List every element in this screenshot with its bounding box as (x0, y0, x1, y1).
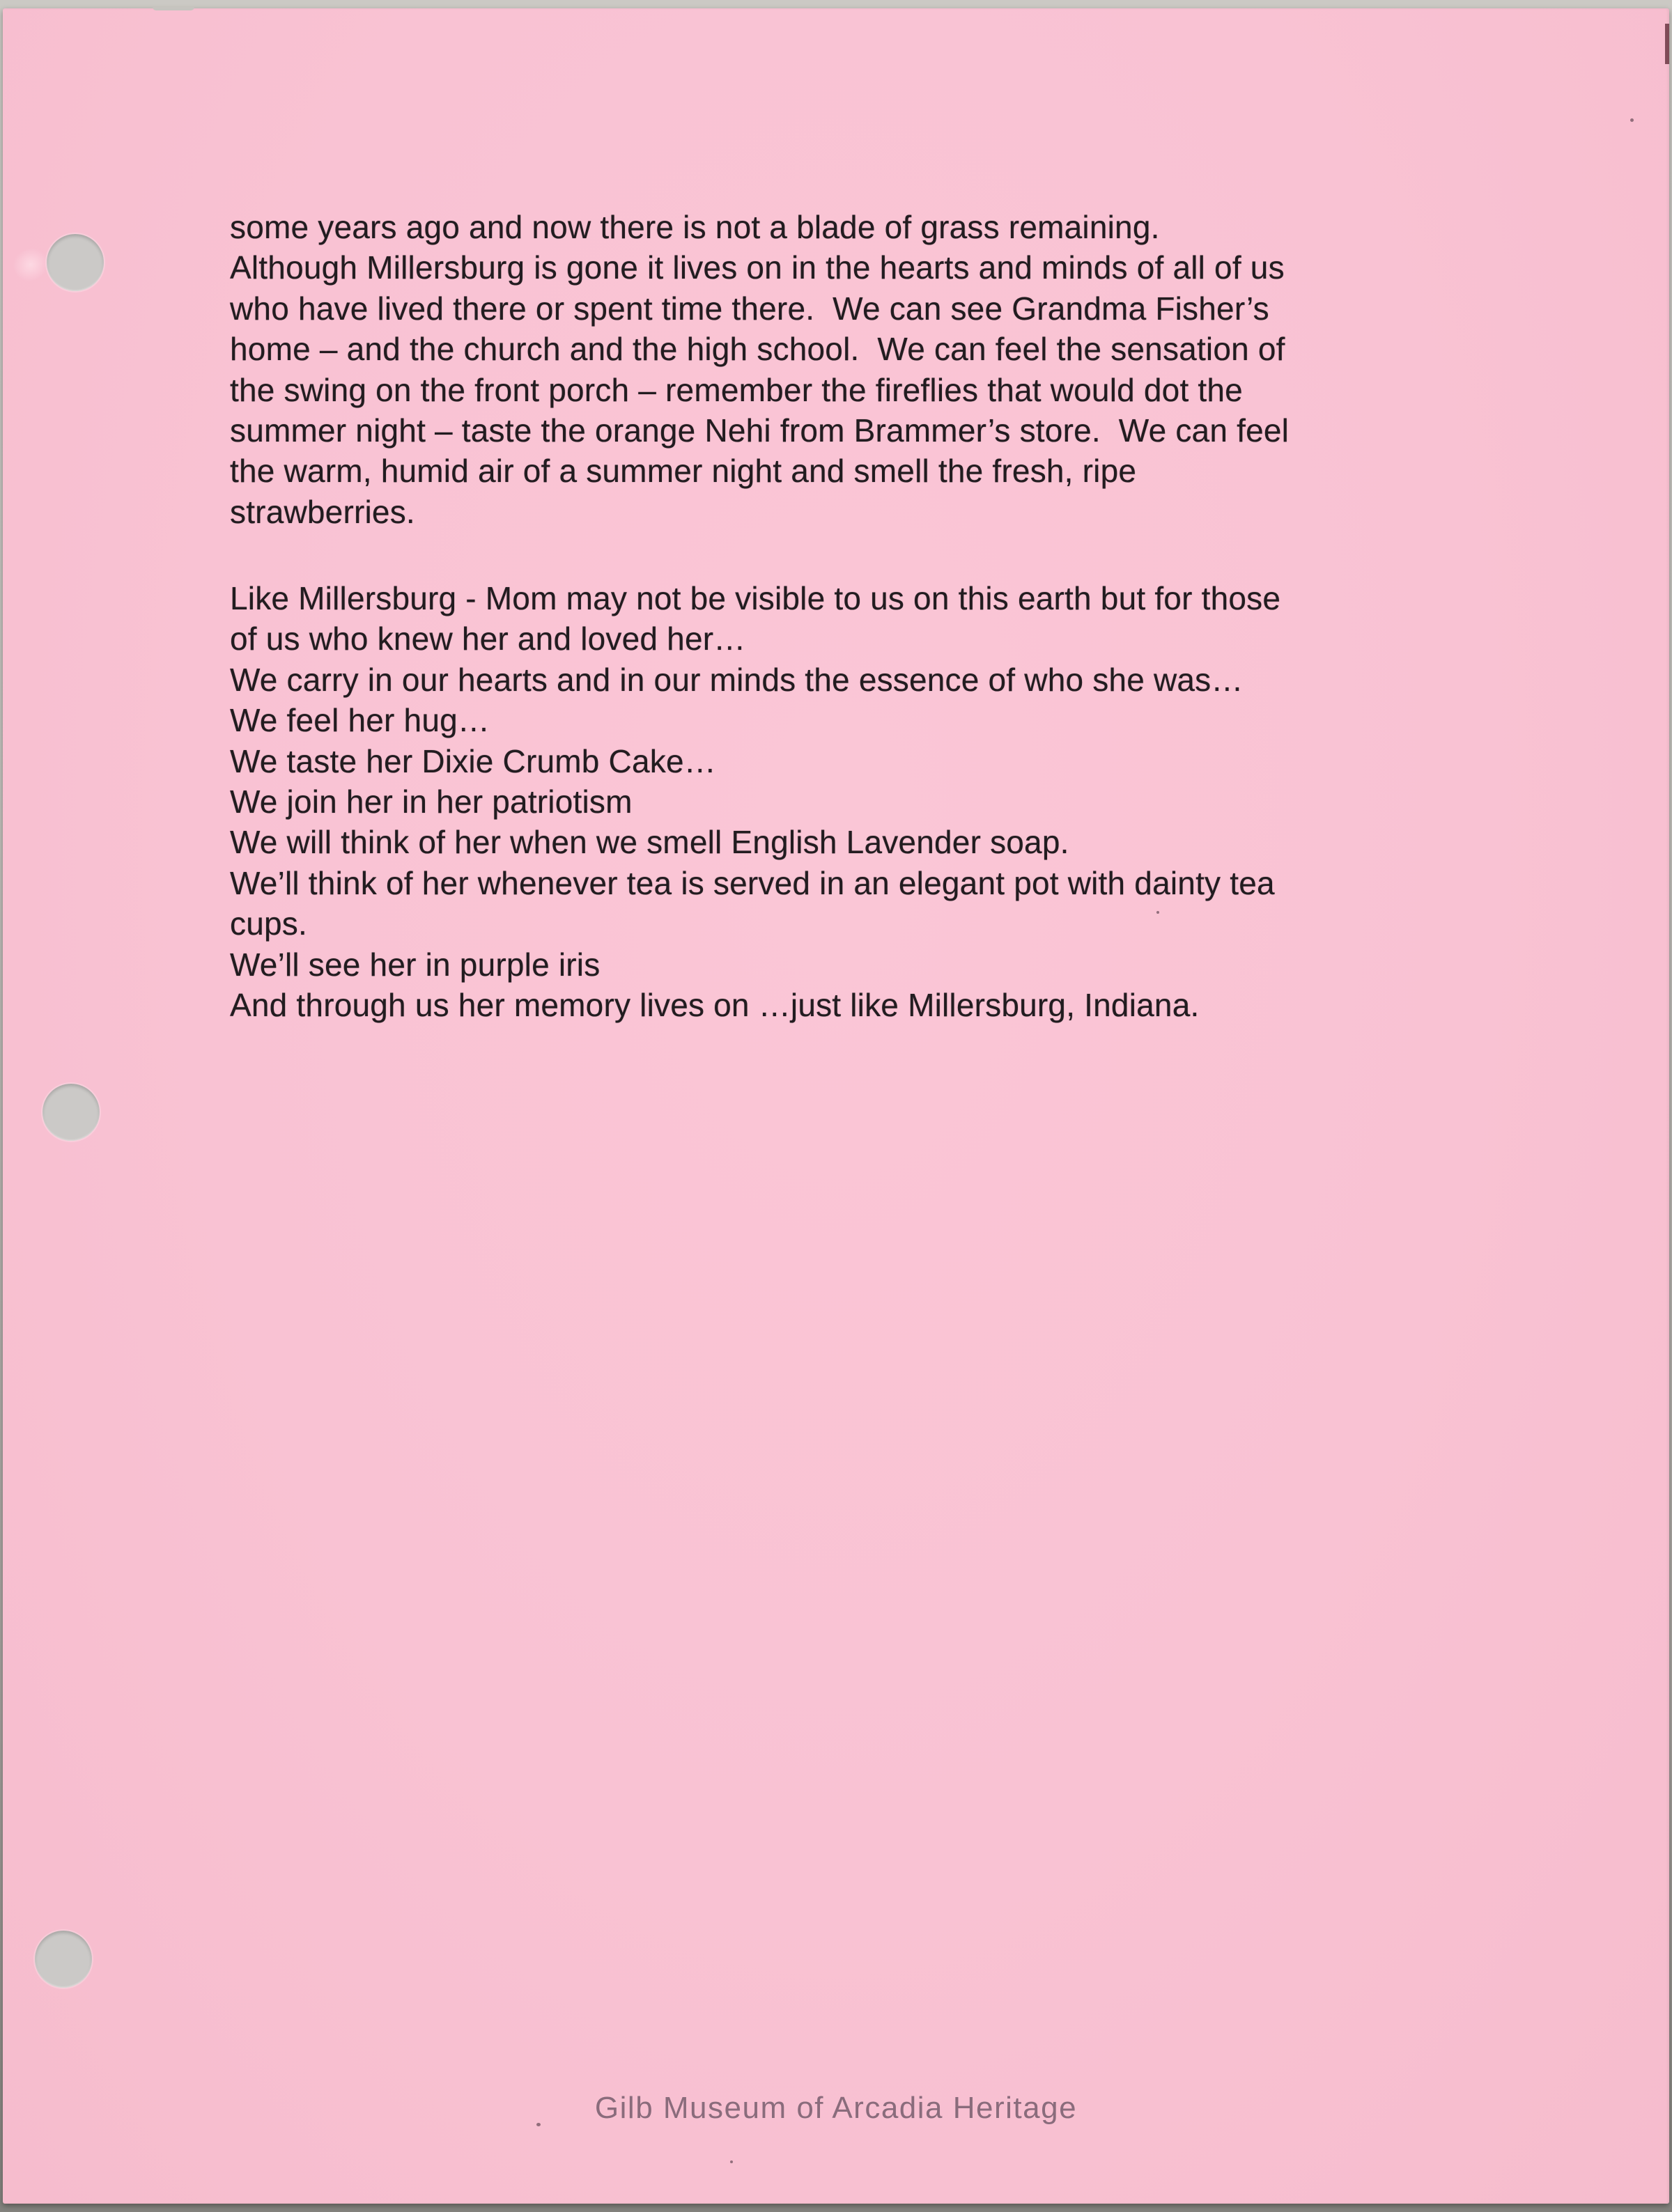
footer-attribution: Gilb Museum of Arcadia Heritage (594, 2091, 1078, 2125)
paper-page (3, 8, 1669, 2204)
hole-punch-middle (42, 1084, 100, 1141)
text-line: Like Millersburg - Mom may not be visible to us on this earth but for those (230, 580, 1281, 616)
scan-speck (536, 2123, 541, 2126)
text-line: the swing on the front porch – remember the fireflies that would dot the (230, 371, 1243, 408)
paragraph-millersburg-memories (230, 207, 1470, 532)
scan-speck (730, 2160, 733, 2163)
text-line: of us who knew her and loved her… (230, 621, 746, 657)
text-line: We taste her Dixie Crumb Cake… (230, 742, 716, 779)
text-line: strawberries. (230, 493, 415, 530)
text-line: home – and the church and the high school. We can feel the sensation of (230, 331, 1285, 368)
text-line: We feel her hug… (230, 702, 490, 739)
text-line: who have lived there or spent time there. We can see Grandma Fisher’s (230, 290, 1269, 327)
text-line: some years ago and now there is not a blade of grass remaining. (230, 209, 1160, 245)
paper-edge-notch (153, 7, 194, 10)
text-line: We’ll see her in purple iris (230, 946, 601, 983)
text-line: And through us her memory lives on …just like Millersburg, Indiana. (230, 987, 1200, 1024)
text-line: We join her in her patriotism (230, 784, 633, 820)
text-line: cups. (230, 905, 307, 942)
paragraph-mom-tribute (230, 578, 1470, 1025)
text-line: We will think of her when we smell English Lavender soap. (230, 824, 1069, 861)
hole-punch-top (47, 234, 104, 291)
text-line: Although Millersburg is gone it lives on in the hearts and minds of all of us (230, 249, 1285, 286)
text-line: We carry in our hearts and in our minds the essence of who she was… (230, 661, 1244, 698)
paper-scratch (9, 244, 52, 286)
hole-punch-bottom (35, 1931, 92, 1988)
scan-speck (1156, 911, 1159, 914)
text-line: We’ll think of her whenever tea is served in an elegant pot with dainty tea (230, 864, 1275, 901)
paper-edge-mark (1665, 24, 1669, 64)
scan-speck (1630, 118, 1634, 122)
text-line: the warm, humid air of a summer night and smell the fresh, ripe (230, 453, 1137, 490)
text-line: summer night – taste the orange Nehi from Brammer’s store. We can feel (230, 412, 1290, 449)
